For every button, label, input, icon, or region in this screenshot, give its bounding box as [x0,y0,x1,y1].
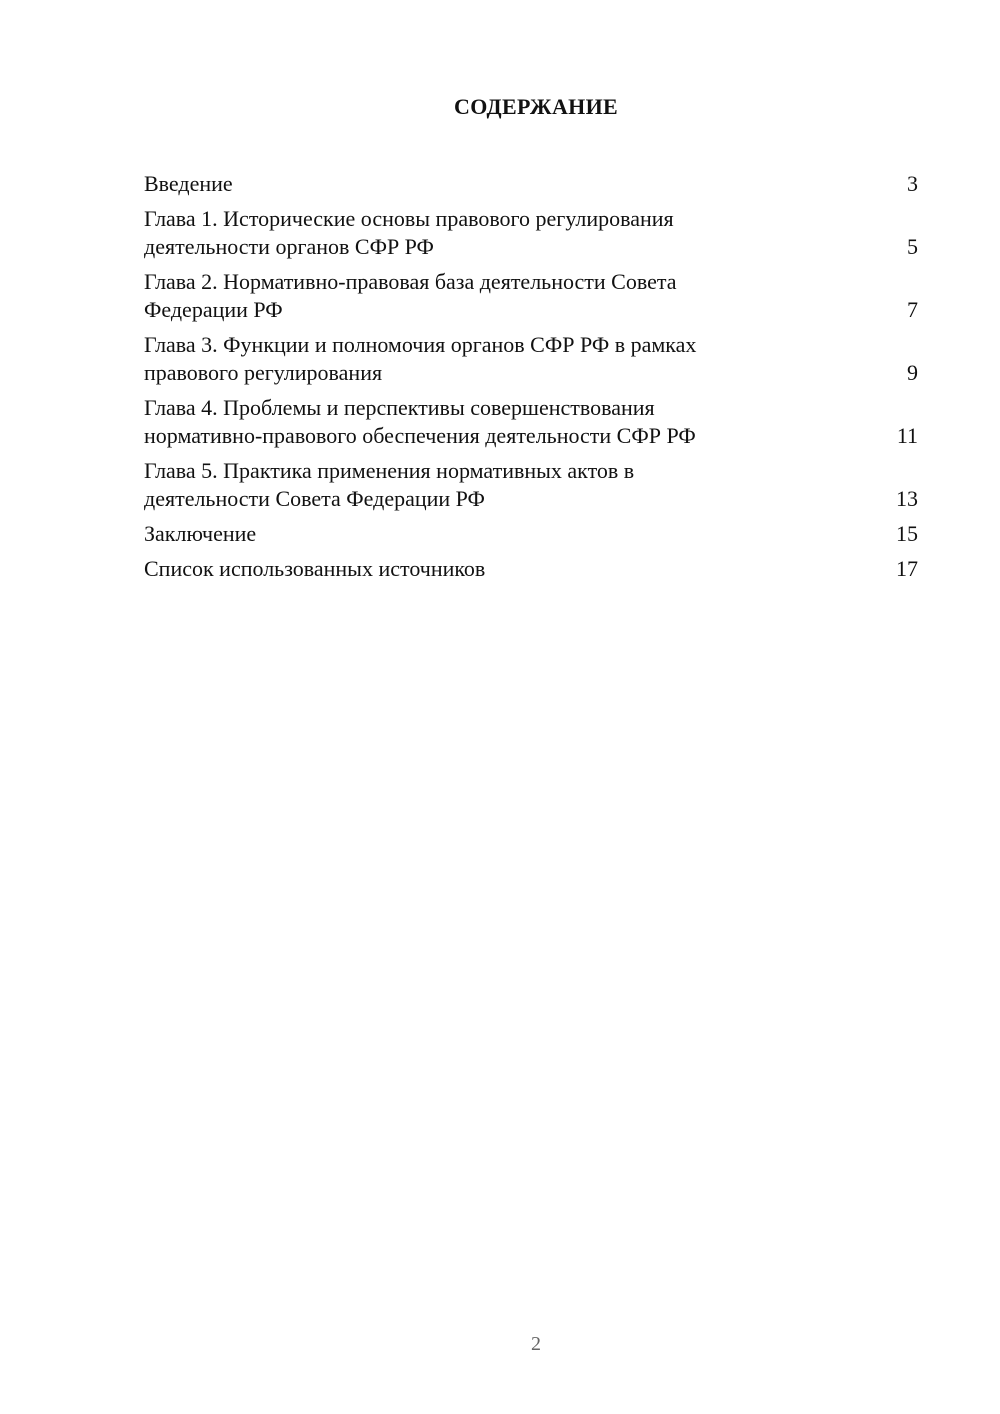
toc-entry-introduction [144,170,918,198]
toc-entry-page: 5 [907,234,918,259]
toc-entry-references [144,555,918,583]
page-number: 2 [531,1333,541,1355]
toc-entry-text: Глава 3. Функции и полномочия органов СФР РФ в рамках правового регулирования [144,332,697,385]
toc-title: СОДЕРЖАНИЕ [454,94,618,119]
toc-entry-text: Глава 2. Нормативно-правовая база деятельности Совета Федерации РФ [144,269,677,322]
toc-entry-page: 3 [907,171,918,196]
toc-entry-page: 7 [907,297,918,322]
toc-entry-chapter-4 [144,394,918,450]
toc-entry-page: 11 [896,423,918,448]
toc-entry-text: Глава 1. Исторические основы правового регулирования деятельности органов СФР РФ [144,206,674,259]
toc-entry-text: Заключение [144,521,257,546]
toc-entry-chapter-1 [144,205,918,261]
toc-entry-chapter-5 [144,457,918,513]
toc-entry-text: Список использованных источников [144,556,486,581]
toc-entry-page: 17 [896,556,918,581]
toc-entry-page: 9 [907,360,918,385]
toc-entry-chapter-2 [144,268,918,324]
table-of-contents [144,170,918,590]
toc-entry-text: Глава 4. Проблемы и перспективы совершенствования нормативно-правового обеспечения деятельности СФР РФ [144,395,696,448]
toc-entry-text: Глава 5. Практика применения нормативных актов в деятельности Совета Федерации РФ [144,458,635,511]
toc-entry-page: 15 [896,521,918,546]
toc-entry-page: 13 [896,486,918,511]
toc-entry-chapter-3 [144,331,918,387]
toc-entry-conclusion [144,520,918,548]
toc-entry-text: Введение [144,171,233,196]
